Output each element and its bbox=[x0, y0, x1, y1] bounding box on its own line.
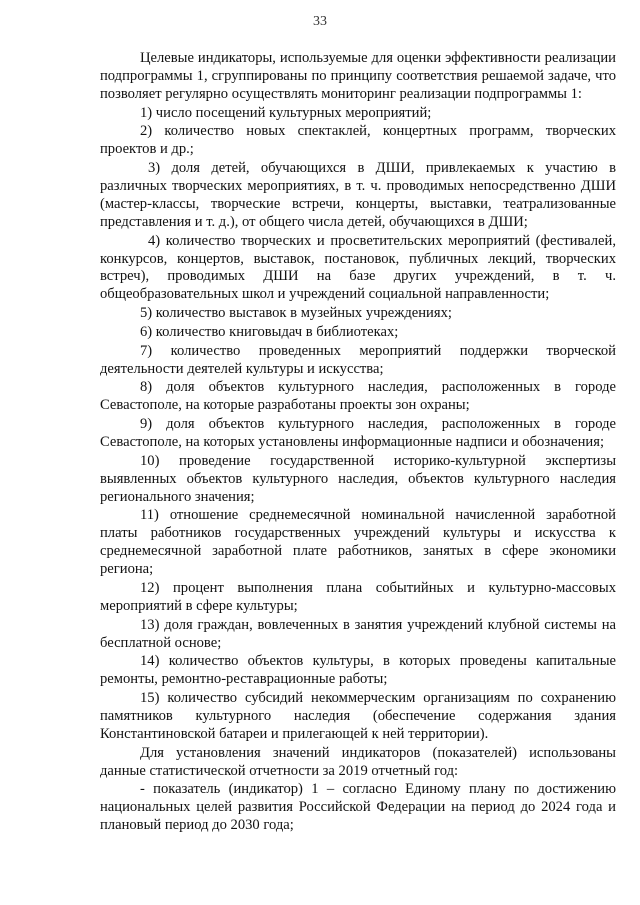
list-item: 6) количество книговыдач в библиотеках; bbox=[140, 323, 399, 340]
paragraph: Для установления значений индикаторов (показателей) использованы данные статистической отчетности за 2019 отчетный год: bbox=[100, 744, 616, 779]
list-item: 4) количество творческих и просветительских мероприятий (фестивалей, конкурсов, концертов, выставок, постановок, публичных лекций, творческих встреч), проводимых ДШИ на базе других учреждений, в т. ч. общеобразовательных школ и учреждений социальной направленности; bbox=[100, 232, 616, 303]
body-text bbox=[100, 50, 616, 835]
list-item: 9) доля объектов культурного наследия, расположенных в городе Севастополе, на которых установлены информационные надписи и обозначения; bbox=[100, 416, 616, 451]
list-item: 8) доля объектов культурного наследия, расположенных в городе Севастополе, на которые разработаны проекты зон охраны; bbox=[100, 379, 616, 414]
list-item: 5) количество выставок в музейных учреждениях; bbox=[140, 305, 452, 322]
list-item: 13) доля граждан, вовлеченных в занятия учреждений клубной системы на бесплатной основе; bbox=[100, 616, 616, 651]
list-item: 14) количество объектов культуры, в которых проведены капитальные ремонты, ремонтно-реставрационные работы; bbox=[100, 653, 616, 688]
list-item: 1) число посещений культурных мероприятий; bbox=[140, 104, 432, 121]
page-number: 33 bbox=[313, 14, 327, 29]
list-item: 10) проведение государственной историко-культурной экспертизы выявленных объектов культурного наследия, объектов культурного наследия регионального значения; bbox=[100, 452, 616, 505]
list-item: 15) количество субсидий некоммерческим организациям по сохранению памятников культурного наследия (обеспечение содержания здания Константиновской батареи и прилегающей к ней территории). bbox=[100, 690, 616, 742]
list-item: 3) доля детей, обучающихся в ДШИ, привлекаемых к участию в различных творческих мероприятиях, в т. ч. проводимых непосредственно ДШИ (мастер-классы, творческие встречи, концерты, выставки, театрализованные представления и т. д.), от общего числа детей, обучающихся в ДШИ; bbox=[100, 160, 616, 230]
list-item: 12) процент выполнения плана событийных и культурно-массовых мероприятий в сфере культуры; bbox=[100, 579, 616, 614]
paragraph: - показатель (индикатор) 1 – согласно Единому плану по достижению национальных целей развития Российской Федерации на период до 2024 года и плановый период до 2030 года; bbox=[100, 781, 616, 834]
list-item: 7) количество проведенных мероприятий поддержки творческой деятельности деятелей культуры и искусства; bbox=[100, 342, 616, 377]
list-item: 2) количество новых спектаклей, концертных программ, творческих проектов и др.; bbox=[100, 123, 616, 158]
list-item: 11) отношение среднемесячной номинальной начисленной заработной платы работников государственных учреждений культуры и искусства к среднемесячной заработной плате работников, занятых в сфере экономики региона; bbox=[100, 507, 616, 578]
intro-paragraph: Целевые индикаторы, используемые для оценки эффективности реализации подпрограммы 1, сгруппированы по принципу соответствия решаемой задаче, что позволяет регулярно осуществлять мониторинг реализации подпрограммы 1: bbox=[100, 50, 616, 102]
